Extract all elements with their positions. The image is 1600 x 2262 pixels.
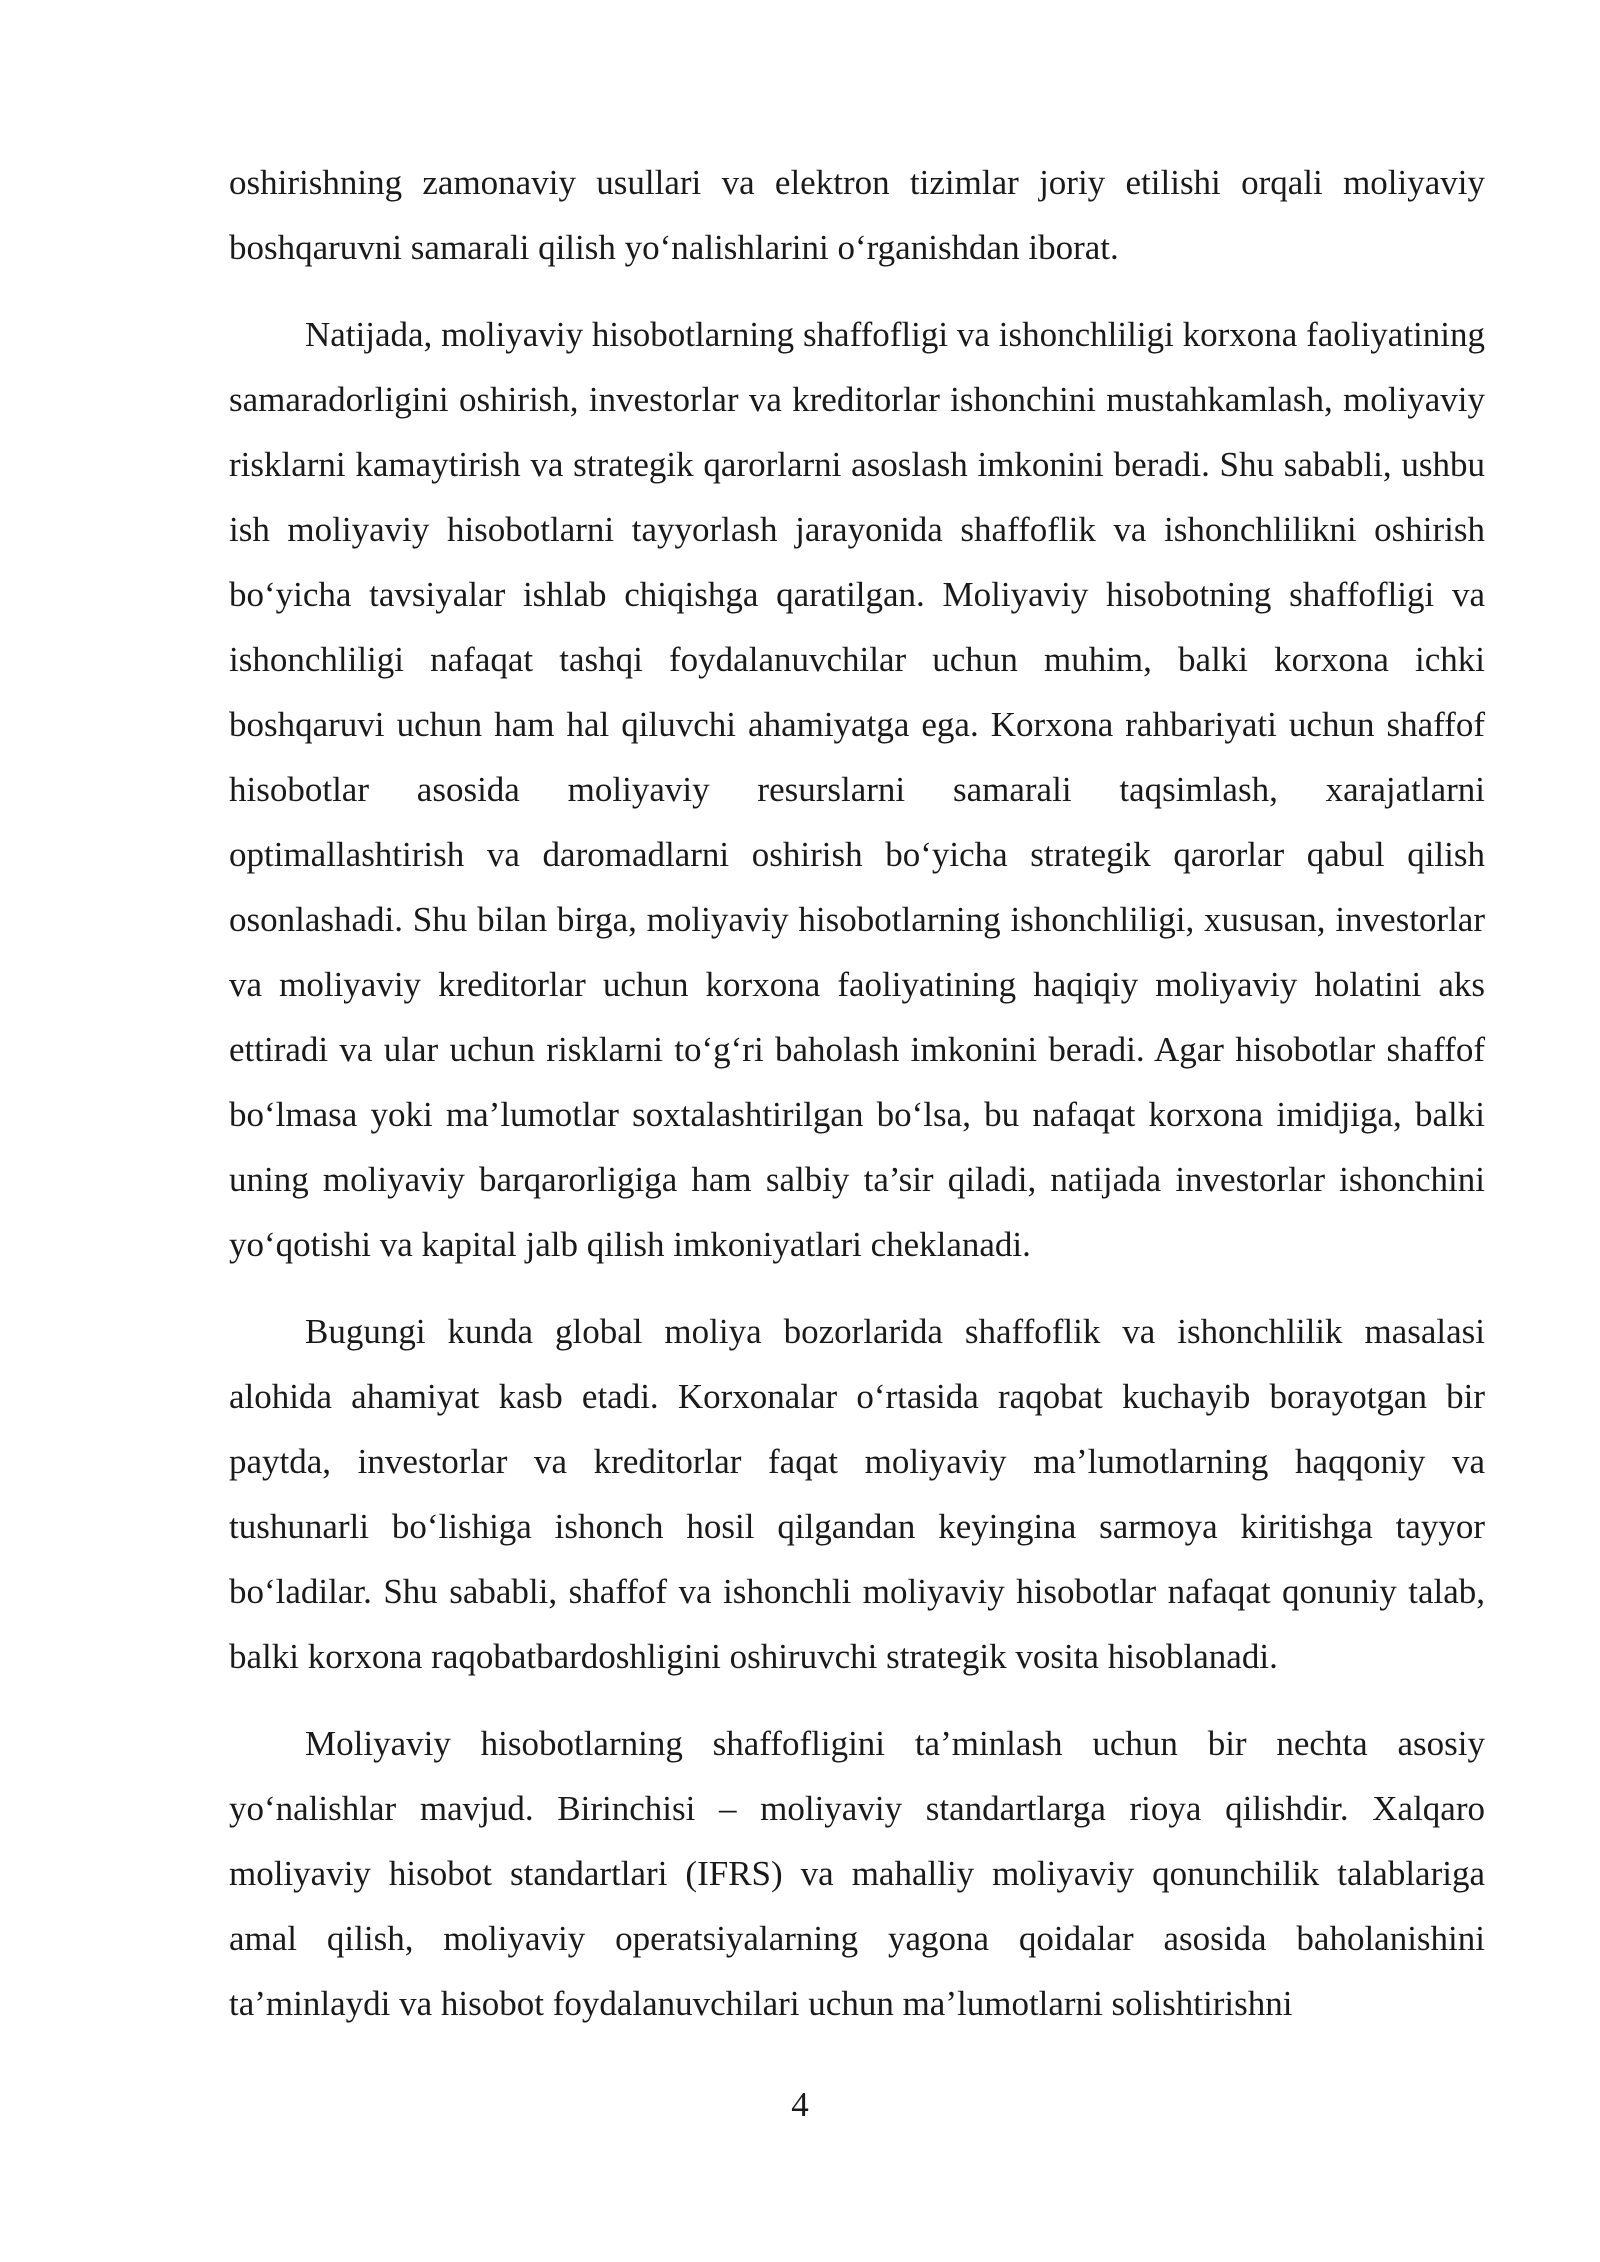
page-number: 4: [791, 2085, 809, 2124]
paragraph-continuation: oshirishning zamonaviy usullari va elektron tizimlar joriy etilishi orqali moliyaviy boshqaruvni samarali qilish yo‘nalishlarini o‘rganishdan iborat.: [229, 163, 1485, 267]
paragraph-results: Natijada, moliyaviy hisobotlarning shaffofligi va ishonchliligi korxona faoliyatining samaradorligini oshirish, investorlar va kreditorlar ishonchini mustahkamlash, moliyaviy risklarni kamaytirish va strategik qarorlarni asoslash imkonini beradi. Shu sababli, ushbu ish moliyaviy hisobotlarni tayyorlash jarayonida shaffoflik va ishonchlilikni oshirish bo‘yicha tavsiyalar ishlab chiqishga qaratilgan. Moliyaviy hisobotning shaffofligi va ishonchliligi nafaqat tashqi foydalanuvchilar uchun muhim, balki korxona ichki boshqaruvi uchun ham hal qiluvchi ahamiyatga ega. Korxona rahbariyati uchun shaffof hisobotlar asosida moliyaviy resurslarni samarali taqsimlash, xarajatlarni optimallashtirish va daromadlarni oshirish bo‘yicha strategik qarorlar qabul qilish osonlashadi. Shu bilan birga, moliyaviy hisobotlarning ishonchliligi, xususan, investorlar va moliyaviy kreditorlar uchun korxona faoliyatining haqiqiy moliyaviy holatini aks ettiradi va ular uchun risklarni to‘g‘ri baholash imkonini beradi. Agar hisobotlar shaffof bo‘lmasa yoki ma’lumotlar soxtalashtirilgan bo‘lsa, bu nafaqat korxona imidjiga, balki uning moliyaviy barqarorligiga ham salbiy ta’sir qiladi, natijada investorlar ishonchini yo‘qotishi va kapital jalb qilish imkoniyatlari cheklanadi.: [229, 315, 1485, 1264]
body-text: [229, 150, 1485, 2058]
paragraph-global-markets: Bugungi kunda global moliya bozorlarida shaffoflik va ishonchlilik masalasi alohida ahamiyat kasb etadi. Korxonalar o‘rtasida raqobat kuchayib borayotgan bir paytda, investorlar va kreditorlar faqat moliyaviy ma’lumotlarning haqqoniy va tushunarli bo‘lishiga ishonch hosil qilgandan keyingina sarmoya kiritishga tayyor bo‘ladilar. Shu sababli, shaffof va ishonchli moliyaviy hisobotlar nafaqat qonuniy talab, balki korxona raqobatbardoshligini oshiruvchi strategik vosita hisoblanadi.: [229, 1312, 1485, 1676]
paragraph-transparency-directions: Moliyaviy hisobotlarning shaffofligini ta’minlash uchun bir nechta asosiy yo‘nalishlar mavjud. Birinchisi – moliyaviy standartlarga rioya qilishdir. Xalqaro moliyaviy hisobot standartlari (IFRS) va mahalliy moliyaviy qonunchilik talablariga amal qilish, moliyaviy operatsiyalarning yagona qoidalar asosida baholanishini ta’minlaydi va hisobot foydalanuvchilari uchun ma’lumotlarni solishtirishni: [229, 1724, 1485, 2023]
